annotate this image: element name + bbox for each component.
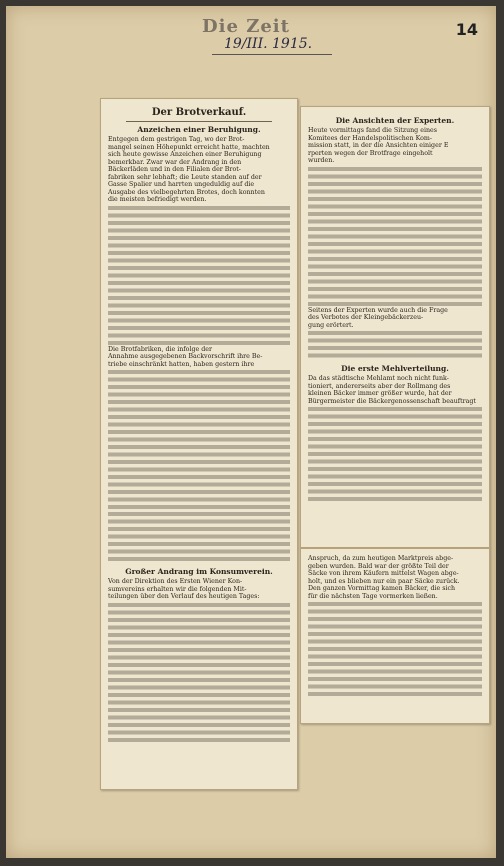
- text-block: [108, 512, 290, 564]
- clipping-experten: [300, 106, 490, 548]
- text-line: gung erörtert.: [308, 321, 354, 329]
- text-line: für die nächsten Tage vormerken ließen.: [308, 592, 438, 600]
- text-line: sich heute gewisse Anzeichen einer Beruhigung: [108, 151, 262, 158]
- text-line: geben wurden. Bald war der größte Teil der: [308, 562, 449, 570]
- text-line: Komitees der Handelspolitischen Kom-: [308, 134, 433, 142]
- section-heading: Die Ansichten der Experten.: [335, 116, 455, 125]
- text-line: Ausgabe des vielbegehrten Brotes, doch konnten: [108, 188, 265, 196]
- text-line: kleinen Bäcker immer größer wurde, hat der: [308, 390, 452, 397]
- page-number: 14: [455, 20, 478, 39]
- article-title: Der Brotverkauf.: [151, 107, 247, 118]
- text-block: [108, 206, 290, 346]
- text-line: Bäckerläden und in den Filialen der Brot-: [108, 166, 241, 173]
- text-line: Die Brotfabriken, die infolge der: [108, 345, 212, 353]
- text-line: Entgegen dem gestrigen Tag, wo der Brot-: [108, 136, 245, 143]
- text-line: Seitens der Experten wurde auch die Frage: [308, 306, 448, 314]
- text-line: Annahme ausgegebenen Backvorschrift ihre Be-: [108, 353, 263, 360]
- section-heading: Großer Andrang im Konsumverein.: [125, 567, 273, 576]
- text-line: fabriken sehr lebhaft; die Leute standen auf der: [108, 173, 262, 181]
- text-block: [108, 370, 290, 510]
- text-line: bemerkbar. Zwar war der Andrang in den: [108, 158, 242, 166]
- handwritten-date: 19/III. 1915.: [224, 36, 313, 52]
- text-line: wurden.: [308, 157, 335, 164]
- text-block: [308, 331, 482, 361]
- text-block: [308, 167, 482, 307]
- text-line: triebe einschränkt hatten, haben gestern ihre: [108, 360, 255, 368]
- text-line: Da das städtische Mehlamt noch nicht funk-: [308, 375, 449, 382]
- archive-sheet: [6, 6, 496, 858]
- text-line: Säcke von ihrem Käufern mittelst Wagen abge-: [308, 570, 459, 577]
- text-block: [108, 603, 290, 743]
- clipping-continuation: [300, 548, 490, 724]
- text-line: Heute vormittags fand die Sitzung eines: [308, 127, 437, 134]
- text-line: tioniert, andererseits aber der Rollmang des: [308, 382, 451, 390]
- text-line: rperten wegen der Brotfrage eingeholt: [308, 149, 433, 157]
- clipping-brotverkauf: [100, 98, 298, 790]
- text-line: holt, und es blieben nur ein paar Säcke zurück.: [308, 577, 460, 585]
- text-line: Gasse Spalier und harrten ungeduldig auf die: [108, 181, 255, 188]
- date-underline: [212, 54, 332, 55]
- section-heading: Die erste Mehlverteilung.: [341, 364, 449, 373]
- title-rule: [126, 121, 272, 122]
- text-line: des Verbotes der Kleingebäckerzeu-: [308, 314, 424, 321]
- text-line: Von der Direktion des Ersten Wiener Kon-: [108, 578, 243, 585]
- text-line: Bürgermeister die Bäckergenossenschaft beauftragt: [308, 397, 476, 405]
- text-line: Den ganzen Vormittag kamen Bäcker, die sich: [308, 585, 456, 592]
- text-line: teilungen über den Verlauf des heutigen Tages:: [108, 593, 260, 600]
- text-line: die meisten befriedigt werden.: [108, 196, 207, 203]
- text-block: [308, 407, 482, 503]
- text-block: [308, 602, 482, 698]
- text-line: sumvereins erhalten wir die folgenden Mit-: [108, 585, 247, 593]
- newspaper-masthead: Die Zeit: [202, 16, 290, 37]
- text-line: Anspruch, da zum heutigen Marktpreis abge-: [308, 555, 454, 562]
- text-line: mission statt, in der die Ansichten einiger E: [308, 142, 449, 149]
- section-heading: Anzeichen einer Beruhigung.: [137, 125, 261, 134]
- text-line: mangel seinen Höhepunkt erreicht hatte, machten: [108, 143, 270, 151]
